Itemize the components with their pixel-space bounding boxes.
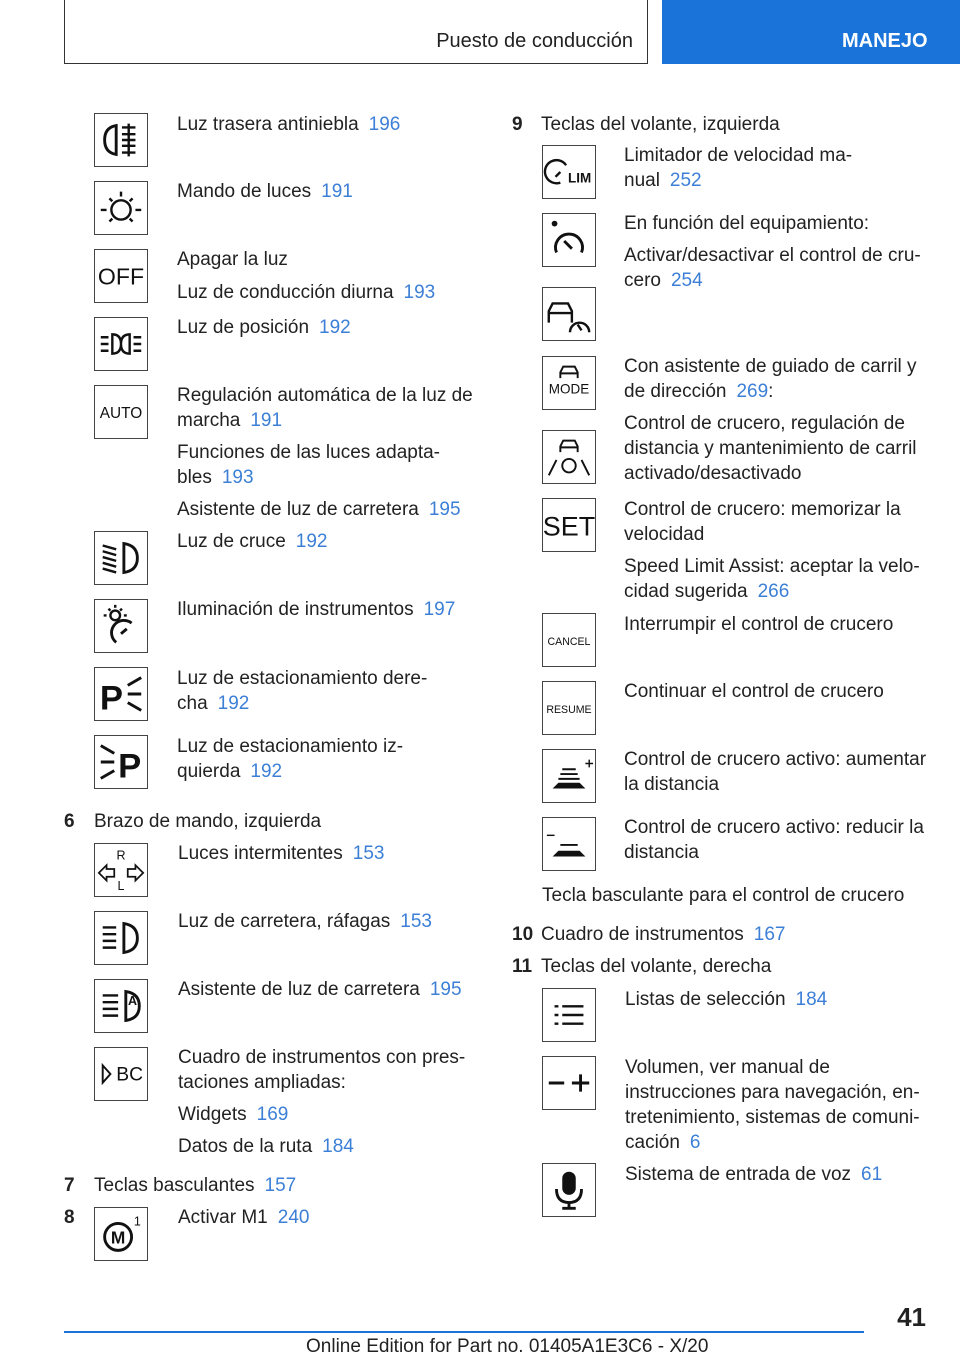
item-text: Datos de la ruta 184 [178, 1136, 354, 1157]
light-switch-icon [94, 181, 148, 235]
svg-text:MODE: MODE [548, 381, 590, 397]
item-text: Activar/desactivar el control de cru- cero 254 [624, 245, 921, 291]
section-heading: Teclas del volante, derecha [541, 956, 772, 977]
distance-plus-icon [542, 749, 596, 803]
high-beam-assist-icon [94, 979, 148, 1033]
item-text: Activar M1 240 [178, 1207, 310, 1228]
bc-icon [94, 1047, 148, 1101]
footer-rule [64, 1331, 864, 1333]
item-text: Control de crucero, regulación de distancia y mantenimiento de carril activado/desactivado [624, 413, 917, 484]
item-text: Asistente de luz de carretera 195 [178, 979, 462, 1000]
item-text: Luces intermitentes 153 [178, 843, 385, 864]
item-text: Con asistente de guiado de carril y de dirección 269: [624, 356, 917, 402]
resume-icon [542, 681, 596, 735]
svg-text:1: 1 [133, 1214, 141, 1229]
item-text: Luz de cruce 192 [177, 531, 328, 552]
item-text: Luz de carretera, ráfagas 153 [178, 911, 432, 932]
microphone-icon [542, 1163, 596, 1217]
item-text: Speed Limit Assist: aceptar la velo- cidad sugerida 266 [624, 556, 920, 602]
item-text: Regulación automática de la luz de marcha 191 [177, 385, 473, 431]
cruise-control-icon [542, 213, 596, 267]
section-heading: Teclas basculantes 157 [94, 1175, 297, 1196]
low-beam-icon [94, 531, 148, 585]
svg-text:L: L [117, 879, 125, 894]
svg-text:A: A [128, 994, 138, 1009]
section-number: 11 [512, 956, 533, 977]
set-icon [542, 498, 596, 552]
header-box [64, 0, 648, 64]
item-text: Luz trasera antiniebla 196 [177, 114, 401, 135]
item-text: Continuar el control de crucero [624, 681, 884, 702]
item-text: Control de crucero activo: reducir la distancia [624, 817, 924, 863]
parking-light-left-icon [94, 735, 148, 789]
item-text: Asistente de luz de carretera 195 [177, 499, 461, 520]
page-number: 41 [897, 1302, 926, 1332]
section-number: 8 [64, 1207, 75, 1228]
high-beam-icon [94, 911, 148, 965]
mode-icon [542, 356, 596, 410]
item-text: Luz de posición 192 [177, 317, 351, 338]
svg-text:R: R [116, 848, 126, 863]
svg-text:OFF: OFF [97, 263, 145, 290]
svg-text:LIM: LIM [567, 170, 592, 186]
svg-text:SET: SET [543, 511, 595, 542]
turn-signal-icon [94, 843, 148, 897]
item-text: Apagar la luz [177, 249, 288, 270]
cancel-icon [542, 613, 596, 667]
section-heading: Teclas del volante, izquierda [541, 114, 780, 135]
parking-light-icon [94, 317, 148, 371]
section-number: 10 [512, 924, 534, 945]
lane-assist-icon [542, 430, 596, 484]
svg-text:RESUME: RESUME [546, 703, 592, 716]
item-text: Interrumpir el control de crucero [624, 614, 894, 635]
item-text: Listas de selección 184 [625, 989, 828, 1010]
svg-text:CANCEL: CANCEL [547, 635, 591, 648]
item-text: Control de crucero: memorizar la velocidad [624, 499, 901, 545]
item-text: Control de crucero activo: aumentar la distancia [624, 749, 927, 795]
item-text: Volumen, ver manual de instrucciones para navegación, en- tretenimiento, sistemas de comuni- cación 6 [625, 1057, 920, 1153]
item-text: Iluminación de instrumentos 197 [177, 599, 456, 620]
item-text: Luz de conducción diurna 193 [177, 282, 436, 303]
distance-cruise-icon [542, 287, 596, 341]
section-title: Puesto de conducción [436, 30, 633, 52]
section-heading: Brazo de mando, izquierda [94, 811, 322, 832]
item-text: Cuadro de instrumentos con pres- taciones ampliadas: [178, 1047, 466, 1093]
section-number: 9 [512, 114, 523, 135]
item-text: Sistema de entrada de voz 61 [625, 1164, 883, 1185]
instrument-lighting-icon [94, 599, 148, 653]
item-text: Luz de estacionamiento iz- quierda 192 [177, 736, 404, 782]
speed-limiter-icon [542, 145, 596, 199]
rear-fog-light-icon [94, 113, 148, 167]
rocker-note: Tecla basculante para el control de crucero [542, 885, 905, 906]
volume-icon [542, 1056, 596, 1110]
svg-text:M: M [110, 1227, 126, 1248]
list-icon [542, 988, 596, 1042]
m1-icon [94, 1207, 148, 1261]
item-text: Mando de luces 191 [177, 181, 353, 202]
item-text: Funciones de las luces adapta- bles 193 [177, 442, 440, 488]
svg-text:AUTO: AUTO [99, 404, 143, 422]
footer-edition: Online Edition for Part no. 01405A1E3C6 - X/20 [306, 1336, 709, 1357]
chapter-tab[interactable] [662, 0, 960, 64]
item-text: Widgets 169 [178, 1104, 289, 1125]
section-number: 6 [64, 811, 75, 832]
svg-text:P: P [118, 747, 142, 786]
distance-minus-icon [542, 817, 596, 871]
section-heading: Cuadro de instrumentos 167 [541, 924, 786, 945]
chapter-tab-label: MANEJO [842, 30, 928, 52]
parking-light-right-icon [94, 667, 148, 721]
item-text: Limitador de velocidad ma- nual 252 [624, 145, 853, 191]
svg-text:P: P [99, 679, 123, 718]
section-number: 7 [64, 1175, 75, 1196]
auto-light-icon [94, 385, 148, 439]
item-text: En función del equipamiento: [624, 213, 870, 234]
svg-text:BC: BC [116, 1064, 144, 1086]
off-icon [94, 249, 148, 303]
item-text: Luz de estacionamiento dere- cha 192 [177, 668, 428, 714]
